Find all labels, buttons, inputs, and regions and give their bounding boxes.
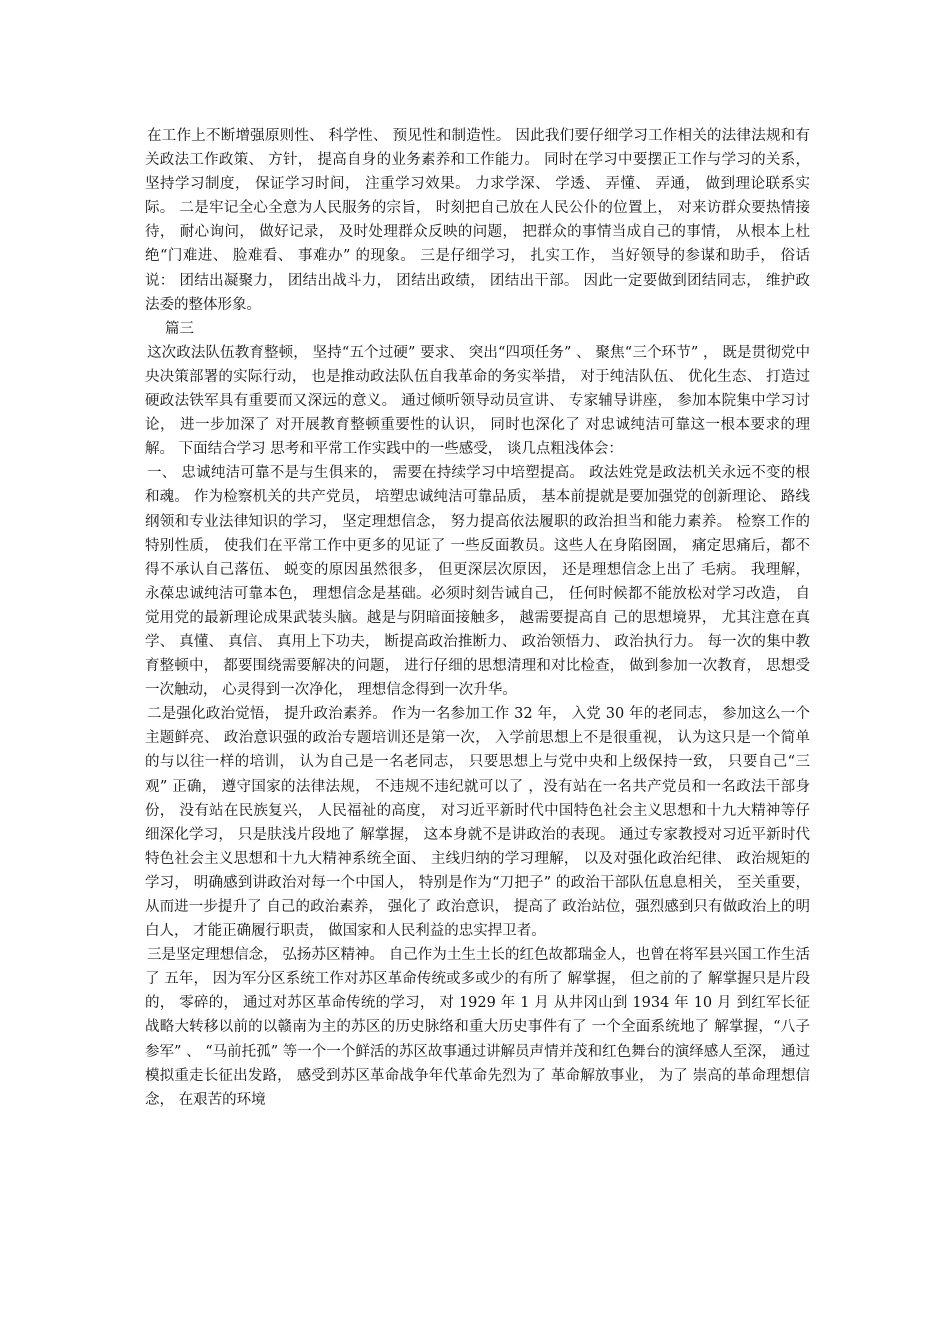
section-heading-part-three: 篇三 xyxy=(165,320,194,337)
paragraph-intro: 这次政法队伍教育整顿， 坚持“五个过硬” 要求、 突出“四项任务” 、 聚焦“三个环节” ， 既是贯彻党中央决策部署的实际行动， 也是推动政法队伍自我革命的务实举措， 对于纯洁队伍、 优化生态、 打造过硬政法铁军具有重要而又深远的意义。 通过倾听领导动员宣讲、 专家辅导讲座， 参加本院集中学习讨论， 进一步加深了 对开展教育整顿重要性的认识， 同时也深化了 对忠诚纯洁可靠这一根本要求的理解。 下面结合学习 思考和平常工作实践中的一些感受， 谈几点粗浅体会： xyxy=(145,344,810,458)
document-body xyxy=(145,124,810,1112)
paragraph-1: 在工作上不断增强原则性、 科学性、 预见性和制造性。 因此我们要仔细学习工作相关的法律法规和有关政法工作政策、 方针， 提高自身的业务素养和工作能力。 同时在学习中要摆正工作与学习的关系， 坚持学习制度， 保证学习时间， 注重学习效果。 力求学深、 学透、 弄懂、 弄通， 做到理论联系实际。 二是牢记全心全意为人民服务的宗旨， 时刻把自己放在人民公仆的位置上， 对来访群众要热情接待， 耐心询问， 做好记录， 及时处理群众反映的问题， 把群众的事情当成自己的事情， 从根本上杜绝“门难进、 脸难看、 事难办” 的现象。 三是仔细学习， 扎实工作， 当好领导的参谋和助手， 俗话说： 团结出凝聚力， 团结出战斗力， 团结出政绩， 团结出干部。 因此一定要做到团结同志， 维护政法委的整体形象。 xyxy=(145,128,810,313)
paragraph-point-two: 二是强化政治觉悟， 提升政治素养。 作为一名参加工作 32 年， 入党 30 年的老同志， 参加这么一个主题鲜亮、 政治意识强的政治专题培训还是第一次， 入学前思想上不是很重视， 认为这只是一个简单的与以往一样的培训， 认为自己是一名老同志， 只要思想上与党中央和上级保持一致， 只要自己“三观” 正确， 遵守国家的法律法规， 不违规不违纪就可以了 ，没有站在一名共产党员和一名政法干部身份， 没有站在民族复兴， 人民福祉的高度， 对习近平新时代中国特色社会主义思想和十九大精神等仔细深化学习， 只是肤浅片段地了 解掌握， 这本身就不是讲政治的表现。 通过专家教授对习近平新时代特色社会主义思想和十九大精神系统全面、 主线归纳的学习理解， 以及对强化政治纪律、 政治规矩的学习， 明确感到讲政治对每一个中国人， 特别是作为“刀把子” 的政治干部队伍息息相关， 至关重要， 从而进一步提升了 自己的政治素养， 强化了 政治意识， 提高了 政治站位，强烈感到只有做政治上的明白人， 才能正确履行职责， 做国家和人民利益的忠实捍卫者。 xyxy=(145,706,810,940)
paragraph-point-three: 三是坚定理想信念， 弘扬苏区精神。 自己作为土生土长的红色故都瑞金人，也曾在将军县兴国工作生活了 五年， 因为军分区系统工作对苏区革命传统或多或少的有所了 解掌握， 但之前的了 解掌握只是片段的， 零碎的， 通过对苏区革命传统的学习， 对 1929 年 1 月 从井冈山到 1934 年 10 月 到红军长征战略大转移以前的以赣南为主的苏区的历史脉络和重大历史事件有了 一个全面系统地了 解掌握，“八子参军” 、 “马前托孤” 等一个一个鲜活的苏区故事通过讲解员声情并茂和红色舞台的演绎感人至深， 通过模拟重走长征出发路， 感受到苏区革命战争年代革命先烈为了 革命解放事业， 为了 崇高的革命理想信念， 在艰苦的环境 xyxy=(145,947,810,1108)
paragraph-point-one: 一、 忠诚纯洁可靠不是与生俱来的， 需要在持续学习中培塑提高。 政法姓党是政法机关永远不变的根和魂。 作为检察机关的共产党员， 培塑忠诚纯洁可靠品质， 基本前提就是要加强党的创新理论、 路线纲领和专业法律知识的学习， 坚定理想信念， 努力提高依法履职的政治担当和能力素养。 检察工作的特别性质， 使我们在平常工作中更多的见证了 一些反面教员。这些人在身陷囹圄， 痛定思痛后，都不得不承认自己落伍、 蜕变的原因虽然很多， 但更深层次原因， 还是理想信念上出了 毛病。 我理解， 永葆忠诚纯洁可靠本色， 理想信念是基础。必须时刻告诫自己， 任何时候都不能放松对学习改造， 自觉用党的最新理论成果武装头脑。越是与阴暗面接触多， 越需要提高自 己的思想境界， 尤其注意在真学、 真懂、 真信、 真用上下功夫， 断提高政治推断力、 政治领悟力、 政治执行力。 每一次的集中教育整顿中， 都要围绕需要解决的问题， 进行仔细的思想清理和对比检查， 做到参加一次教育， 思想受一次触动， 心灵得到一次净化， 理想信念得到一次升华。 xyxy=(145,465,810,699)
